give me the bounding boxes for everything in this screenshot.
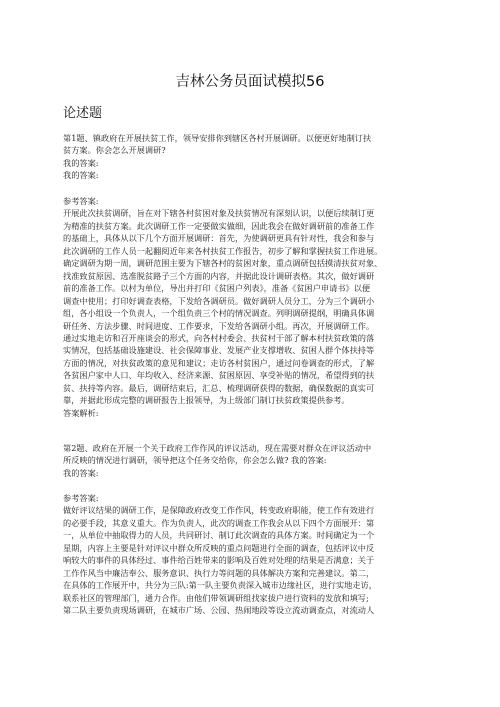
text-line: 组，各小组设一个负责人，一个组负责三个村的情况调查。列明调研提纲，明确具体调 [63,308,375,319]
text-line: 第二队主要负责现场调研，在城市广场、公园、热闹地段等设立流动调查点，对流动人 [63,605,375,616]
text-line: 各贫困户家中人口、年均收入、经济来源、贫困原因、享受补贴的情况，希望得到的扶 [63,370,375,381]
page-title: 吉林公务员面试模拟56 [175,74,325,90]
text-line: 的必要手段，其意义重大。作为负责人，此次的调查工作我会从以下四个方面展开：第 [63,517,375,528]
text-line: 一，从单位中抽取得力的人员，共同研讨、制订此次调查的具体方案。时间确定为一个 [63,530,375,541]
text-line: 贫、扶持等内容。最后，调研结束后，汇总、梳理调研获得的数据，确保数据的真实可 [63,382,375,393]
text-line: 第2题、政府在开展一个关于政府工作作风的评议活动，现在需要对群众在评议活动中 [63,443,372,453]
text-line: 贫方案。你会怎么开展调研? [63,145,166,156]
text-line: 星期，内容上主要是针对评议中群众所反映的重点问题进行全面的调查，包括评议中反 [63,542,375,553]
question-1 [63,132,439,182]
text-line: 找准致贫原因、选准脱贫路子三个方面的内容，并据此设计调研表格。其次，做好调研 [63,270,375,281]
text-line: 在具体的工作展开中，共分为三队:第一队主要负责深入城市边缘社区，进行实地走访， [63,580,377,591]
reference-label: 参考答案: [63,196,99,206]
text-line: 此次调研的工作人员一起翻阅近年来各村扶贫工作报告，初步了解和掌握扶贫工作进展。 [63,245,383,256]
question-2 [63,442,439,479]
reference-answer-1 [63,195,439,419]
answer-label: 我的答案: [63,157,99,168]
text-line: 联系社区的管理部门，通力合作。由他们带领调研组找家拔户进行资料的发放和填写; [63,592,369,603]
text-line: 方面的情况，对扶贫政策的意见和建议；走访各村贫困户，通过问卷调查的形式，了解 [63,357,375,368]
analysis-label: 答案解析: [63,407,99,418]
text-line: 的基础上，具体从以下几个方面开展调研：首先，为使调研更具有针对性，我会和参与 [63,233,375,244]
text-line: 通过实地走访和召开座谈会的形式，向各村村委会、扶贫村干部了解本村扶贫政策的落 [63,332,375,343]
answer-label: 我的答案: [63,467,99,478]
text-line: 做好评议结果的调研工作，是保障政府改变工作作风，转变政府职能，使工作有效进行 [63,505,375,516]
text-line: 为精准的扶贫方案。此次调研工作一定要做实做细，因此我会在做好调研前的准备工作 [63,220,375,231]
text-line: 调查中使用；打印好调查表格，下发给各调研员。做好调研人员分工，分为三个调研小 [63,295,375,306]
text-line: 研任务、方法步骤、时间进度、工作要求，下发给各调研小组。再次，开展调研工作。 [63,320,375,331]
text-line: 工作作风当中廉洁奉公、服务意识、执行力等问题的具体解决方案和完善建议。第二， [63,567,375,578]
text-line: 实情况，包括基础设施建设、社会保障事业、发展产业支撑增收、贫困人群个体扶持等 [63,345,375,356]
text-line: 靠，并据此形成完整的调研报告上报领导，为上级部门制订扶贫政策提供参考。 [63,395,350,406]
text-line: 开展此次扶贫调研，旨在对下辖各村贫困对象及扶贫情况有深刻认识，以便后续制订更 [63,208,375,219]
text-line: 前的准备工作。以村为单位，导出并打印《贫困户列表》，准备《贫困户申请书》以便 [63,283,371,294]
text-line: 确定调研为期一周，调研范围主要为下辖各村的贫困对象，重点调研包括摸清扶贫对象、 [63,258,383,269]
text-line: 响较大的事件的具体经过、事件给百姓带来的影响及百姓对处理的结果是否满意；关于 [63,555,375,566]
text-line: 所反映的情况进行调研，领导把这个任务交给你，你会怎么做? 我的答案: [63,455,327,466]
reference-answer-2 [63,492,439,617]
answer-label: 我的答案: [63,170,99,181]
text-line: 第1题、镇政府在开展扶贫工作，领导安排你到辖区各村开展调研。以便更好地制订扶 [63,133,372,143]
reference-label: 参考答案: [63,493,99,503]
section-heading: 论述题 [63,106,103,121]
